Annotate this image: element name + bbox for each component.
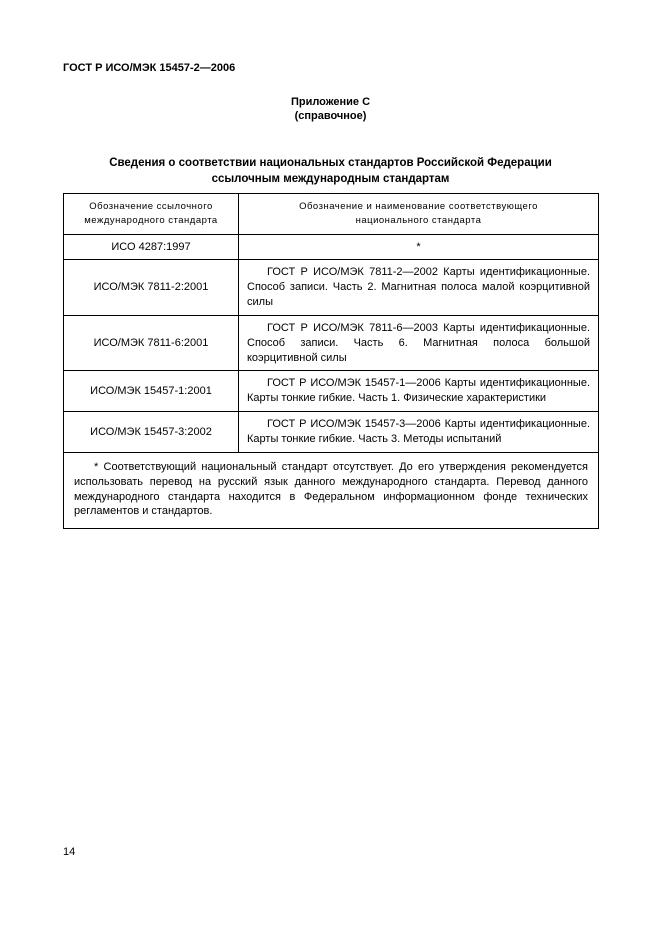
annex-type: (справочное) bbox=[294, 110, 367, 123]
table-row bbox=[64, 371, 599, 412]
cell-international-standard: ИСО/МЭК 7811-2:2001 bbox=[64, 260, 239, 316]
table-row bbox=[64, 260, 599, 316]
cell-national-standard: ГОСТ Р ИСО/МЭК 15457-1—2006 Карты идентификационные. Карты тонкие гибкие. Часть 1. Физические характеристики bbox=[239, 371, 599, 412]
cell-international-standard: ИСО 4287:1997 bbox=[64, 234, 239, 260]
cell-international-standard: ИСО/МЭК 15457-1:2001 bbox=[64, 371, 239, 412]
section-title bbox=[0, 156, 661, 187]
annex-title: Приложение С bbox=[290, 96, 371, 108]
cell-national-standard: ГОСТ Р ИСО/МЭК 7811-2—2002 Карты идентификационные. Способ записи. Часть 2. Магнитная полоса малой коэрцитивной силы bbox=[239, 260, 599, 316]
table-footnote: * Соответствующий национальный стандарт отсутствует. До его утверждения рекомендуется использовать перевод на русский язык данного международного стандарта. Перевод данного международного стандарта находится в Федеральном информационном фонде технических регламентов и стандартов. bbox=[64, 452, 599, 528]
cell-national-standard: ГОСТ Р ИСО/МЭК 15457-3—2006 Карты идентификационные. Карты тонкие гибкие. Часть 3. Методы испытаний bbox=[239, 412, 599, 453]
col-header-national: Обозначение и наименование соответствующего национального стандарта bbox=[239, 194, 599, 235]
page-number: 14 bbox=[63, 846, 76, 858]
table-row bbox=[64, 315, 599, 371]
table-row bbox=[64, 412, 599, 453]
section-title-text: Сведения о соответствии национальных стандартов Российской Федерации ссылочным международным стандартам bbox=[109, 157, 552, 185]
doc-number: ГОСТ Р ИСО/МЭК 15457-2—2006 bbox=[63, 62, 236, 74]
cell-international-standard: ИСО/МЭК 7811-6:2001 bbox=[64, 315, 239, 371]
col-header-international: Обозначение ссылочного международного стандарта bbox=[64, 194, 239, 235]
annex-heading bbox=[0, 95, 661, 124]
cell-national-standard: * bbox=[239, 234, 599, 260]
cell-national-standard: ГОСТ Р ИСО/МЭК 7811-6—2003 Карты идентификационные. Способ записи. Часть 6. Магнитная полоса большой коэрцитивной силы bbox=[239, 315, 599, 371]
table-footnote-row bbox=[64, 452, 599, 528]
table-header-row bbox=[64, 194, 599, 235]
cell-international-standard: ИСО/МЭК 15457-3:2002 bbox=[64, 412, 239, 453]
table-row bbox=[64, 234, 599, 260]
standards-correspondence-table bbox=[63, 193, 599, 529]
